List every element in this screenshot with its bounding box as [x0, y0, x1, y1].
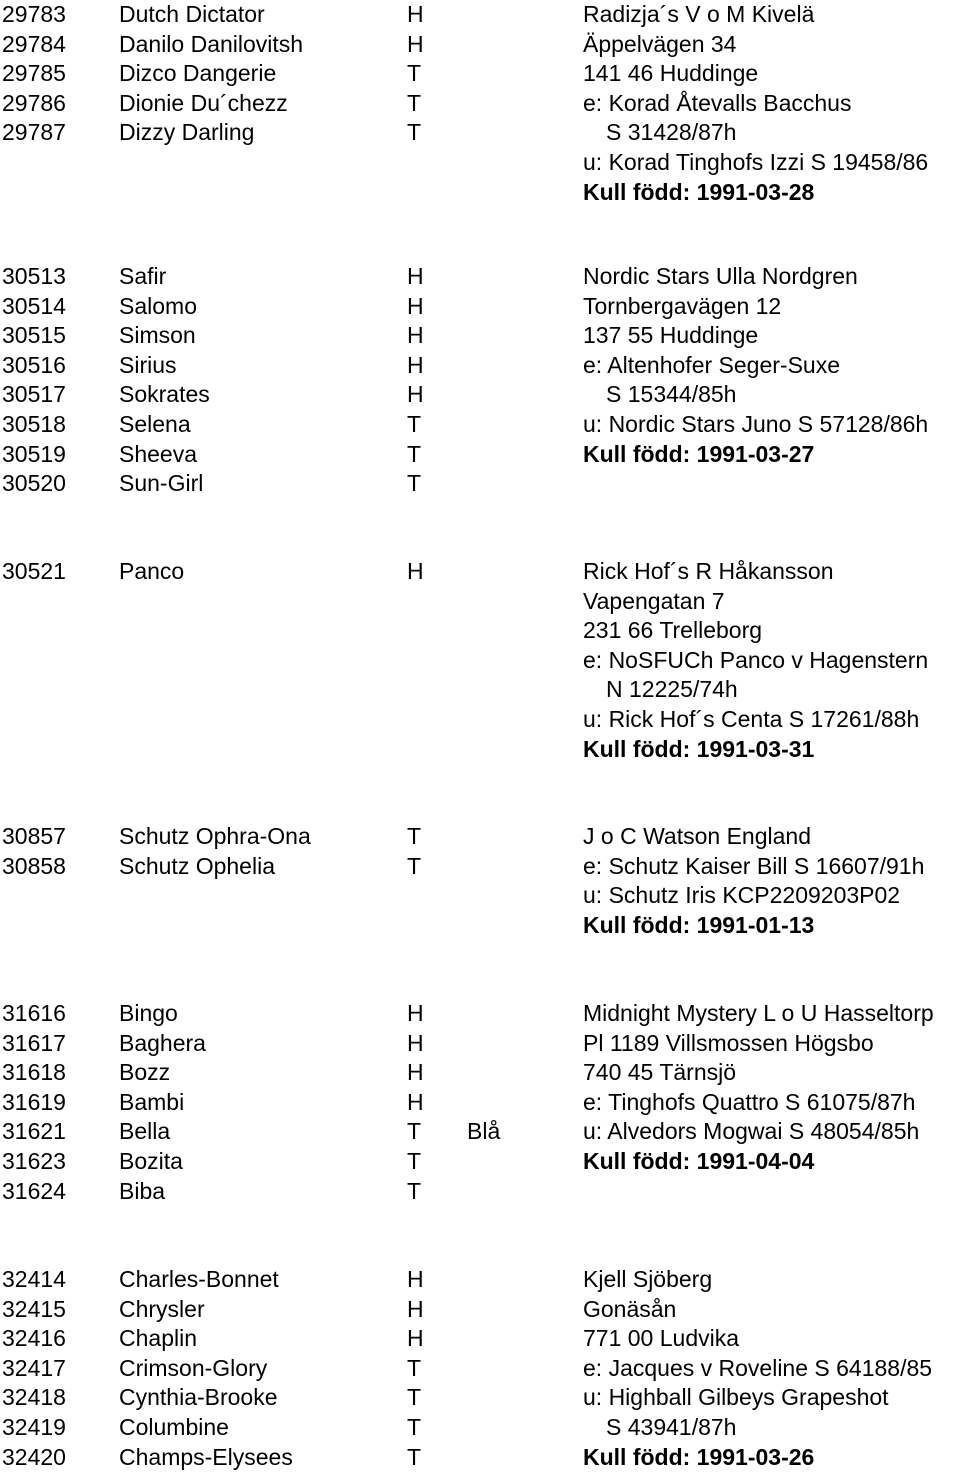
reg-number: 31621 [2, 1118, 66, 1145]
dog-name: Bozz [119, 1059, 171, 1086]
reg-number: 29787 [2, 119, 66, 146]
reg-number: 29786 [2, 89, 66, 116]
dog-name: Chaplin [119, 1325, 197, 1352]
litter-birth-date: Kull född: 1991-03-27 [583, 440, 815, 467]
dog-name: Charles-Bonnet [119, 1266, 279, 1292]
register-line [0, 262, 960, 292]
dog-name: Sirius [119, 351, 177, 378]
dog-name: Dizco Dangerie [119, 60, 277, 87]
dog-name: Danilo Danilovitsh [119, 30, 304, 57]
dog-sex: H [407, 558, 424, 584]
litter-birth-date: Kull född: 1991-03-26 [583, 1443, 815, 1470]
dog-name: Bingo [119, 1000, 178, 1026]
dog-sex: T [407, 119, 422, 146]
register-line [0, 675, 960, 705]
reg-number: 32419 [2, 1413, 66, 1440]
dog-name: Champs-Elysees [119, 1443, 293, 1470]
dog-name: Panco [119, 558, 185, 584]
dog-sex: T [407, 1147, 422, 1174]
reg-number: 30857 [2, 823, 66, 849]
litter-info-line: Äppelvägen 34 [583, 30, 737, 57]
dog-sex: H [407, 1295, 424, 1322]
register-line [0, 89, 960, 119]
dog-color: Blå [467, 1118, 501, 1145]
dog-sex: T [407, 823, 422, 849]
register-line [0, 1117, 960, 1147]
dog-sex: T [407, 440, 422, 467]
litter-info-line: 141 46 Huddinge [583, 60, 759, 87]
register-line [0, 321, 960, 351]
dog-name: Dionie Du´chezz [119, 89, 288, 116]
register-line [0, 1177, 960, 1207]
dog-name: Bella [119, 1118, 171, 1145]
reg-number: 32417 [2, 1354, 66, 1381]
register-line [0, 616, 960, 646]
litter-info-line: S 43941/87h [606, 1413, 737, 1440]
dog-sex: T [407, 410, 422, 437]
reg-number: 31617 [2, 1029, 66, 1056]
litter-block [0, 0, 960, 207]
litter-birth-date: Kull född: 1991-04-04 [583, 1147, 815, 1174]
dog-sex: T [407, 89, 422, 116]
litter-block [0, 822, 960, 940]
litter-info-line: u: Highball Gilbeys Grapeshot [583, 1384, 889, 1411]
reg-number: 30514 [2, 292, 66, 319]
reg-number: 30519 [2, 440, 66, 467]
dog-name: Simson [119, 322, 196, 349]
reg-number: 32416 [2, 1325, 66, 1352]
litter-info-line: Rick Hof´s R Håkansson [583, 558, 834, 584]
reg-number: 31616 [2, 1000, 66, 1026]
reg-number: 30516 [2, 351, 66, 378]
register-line [0, 911, 960, 941]
dog-name: Chrysler [119, 1295, 205, 1322]
dog-name: Selena [119, 410, 191, 437]
reg-number: 31618 [2, 1059, 66, 1086]
reg-number: 29784 [2, 30, 66, 57]
register-line [0, 1324, 960, 1354]
reg-number: 30520 [2, 470, 66, 497]
litter-birth-date: Kull född: 1991-01-13 [583, 911, 815, 938]
dog-sex: H [407, 292, 424, 319]
register-line [0, 380, 960, 410]
reg-number: 30858 [2, 852, 66, 879]
reg-number: 32414 [2, 1266, 66, 1292]
register-line [0, 0, 960, 30]
dog-sex: T [407, 1118, 422, 1145]
register-line [0, 822, 960, 852]
dog-sex: H [407, 351, 424, 378]
dog-name: Schutz Ophelia [119, 852, 275, 879]
litter-info-line: Vapengatan 7 [583, 587, 725, 614]
register-line [0, 852, 960, 882]
reg-number: 32415 [2, 1295, 66, 1322]
register-line [0, 1443, 960, 1472]
dog-sex: T [407, 1354, 422, 1381]
dog-sex: H [407, 1266, 424, 1292]
register-line [0, 59, 960, 89]
litter-info-line: N 12225/74h [606, 676, 738, 703]
litter-info-line: Midnight Mystery L o U Hasseltorp [583, 1000, 934, 1026]
dog-name: Baghera [119, 1029, 206, 1056]
register-line [0, 735, 960, 765]
register-line [0, 1265, 960, 1295]
dog-name: Salomo [119, 292, 197, 319]
litter-info-line: 771 00 Ludvika [583, 1325, 740, 1352]
dog-sex: T [407, 470, 422, 497]
litter-info-line: u: Korad Tinghofs Izzi S 19458/86 [583, 148, 929, 175]
litter-info-line: Tornbergavägen 12 [583, 292, 782, 319]
litter-info-line: e: Schutz Kaiser Bill S 16607/91h [583, 852, 925, 879]
register-line [0, 148, 960, 178]
dog-sex: T [407, 852, 422, 879]
dog-sex: H [407, 1088, 424, 1115]
dog-sex: H [407, 1000, 424, 1026]
reg-number: 30518 [2, 410, 66, 437]
register-line [0, 1383, 960, 1413]
register-line [0, 646, 960, 676]
dog-sex: H [407, 30, 424, 57]
litter-info-line: Nordic Stars Ulla Nordgren [583, 263, 858, 289]
reg-number: 30521 [2, 558, 66, 584]
register-line [0, 587, 960, 617]
dog-sex: H [407, 381, 424, 408]
register-line [0, 440, 960, 470]
litter-birth-date: Kull född: 1991-03-31 [583, 735, 815, 762]
dog-sex: H [407, 1, 424, 27]
litter-block [0, 999, 960, 1206]
reg-number: 30513 [2, 263, 66, 289]
register-line [0, 469, 960, 499]
reg-number: 30515 [2, 322, 66, 349]
register-line [0, 1058, 960, 1088]
dog-name: Sun-Girl [119, 470, 204, 497]
register-line [0, 1295, 960, 1325]
litter-info-line: u: Alvedors Mogwai S 48054/85h [583, 1118, 920, 1145]
litter-block [0, 557, 960, 764]
reg-number: 29783 [2, 1, 66, 27]
register-line [0, 881, 960, 911]
dog-sex: H [407, 1029, 424, 1056]
litter-info-line: u: Nordic Stars Juno S 57128/86h [583, 410, 929, 437]
register-line [0, 999, 960, 1029]
reg-number: 31623 [2, 1147, 66, 1174]
dog-name: Sokrates [119, 381, 210, 408]
dog-name: Crimson-Glory [119, 1354, 268, 1381]
register-line [0, 410, 960, 440]
dog-sex: H [407, 322, 424, 349]
register-line [0, 178, 960, 208]
litter-block [0, 1265, 960, 1472]
reg-number: 31619 [2, 1088, 66, 1115]
dog-sex: T [407, 1413, 422, 1440]
register-line [0, 292, 960, 322]
litter-info-line: Pl 1189 Villsmossen Högsbo [583, 1029, 874, 1056]
litter-info-line: 231 66 Trelleborg [583, 617, 763, 644]
litter-birth-date: Kull född: 1991-03-28 [583, 178, 815, 205]
dog-sex: H [407, 1059, 424, 1086]
dog-sex: H [407, 1325, 424, 1352]
litter-info-line: u: Schutz Iris KCP2209203P02 [583, 882, 901, 909]
dog-name: Dizzy Darling [119, 119, 255, 146]
litter-info-line: 137 55 Huddinge [583, 322, 759, 349]
register-line [0, 1147, 960, 1177]
litter-info-line: e: Altenhofer Seger-Suxe [583, 351, 840, 378]
dog-sex: T [407, 1177, 422, 1204]
litter-block [0, 262, 960, 499]
litter-info-line: e: Jacques v Roveline S 64188/85 [583, 1354, 933, 1381]
reg-number: 32420 [2, 1443, 66, 1470]
reg-number: 31624 [2, 1177, 66, 1204]
register-line [0, 557, 960, 587]
litter-info-line: S 15344/85h [606, 381, 737, 408]
dog-sex: H [407, 263, 424, 289]
reg-number: 32418 [2, 1384, 66, 1411]
litter-info-line: J o C Watson England [583, 823, 811, 849]
register-line [0, 1413, 960, 1443]
reg-number: 29785 [2, 60, 66, 87]
litter-info-line: Kjell Sjöberg [583, 1266, 713, 1292]
register-line [0, 118, 960, 148]
reg-number: 30517 [2, 381, 66, 408]
dog-sex: T [407, 1384, 422, 1411]
litter-info-line: e: Tinghofs Quattro S 61075/87h [583, 1088, 916, 1115]
litter-info-line: Radizja´s V o M Kivelä [583, 1, 815, 27]
litter-info-line: e: Korad Åtevalls Bacchus [583, 89, 852, 116]
litter-info-line: Gonäsån [583, 1295, 677, 1322]
dog-sex: T [407, 1443, 422, 1470]
litter-info-line: e: NoSFUCh Panco v Hagenstern [583, 646, 929, 673]
dog-name: Biba [119, 1177, 166, 1204]
litter-info-line: u: Rick Hof´s Centa S 17261/88h [583, 705, 920, 732]
register-line [0, 1088, 960, 1118]
dog-name: Bambi [119, 1088, 185, 1115]
register-line [0, 1354, 960, 1384]
register-line [0, 705, 960, 735]
dog-name: Safir [119, 263, 167, 289]
dog-name: Cynthia-Brooke [119, 1384, 278, 1411]
dog-name: Columbine [119, 1413, 229, 1440]
register-line [0, 351, 960, 381]
dog-name: Dutch Dictator [119, 1, 265, 27]
register-line [0, 1029, 960, 1059]
litter-info-line: 740 45 Tärnsjö [583, 1059, 737, 1086]
dog-sex: T [407, 60, 422, 87]
dog-name: Schutz Ophra-Ona [119, 823, 311, 849]
dog-name: Bozita [119, 1147, 183, 1174]
litter-info-line: S 31428/87h [606, 119, 737, 146]
register-line [0, 30, 960, 60]
dog-name: Sheeva [119, 440, 198, 467]
